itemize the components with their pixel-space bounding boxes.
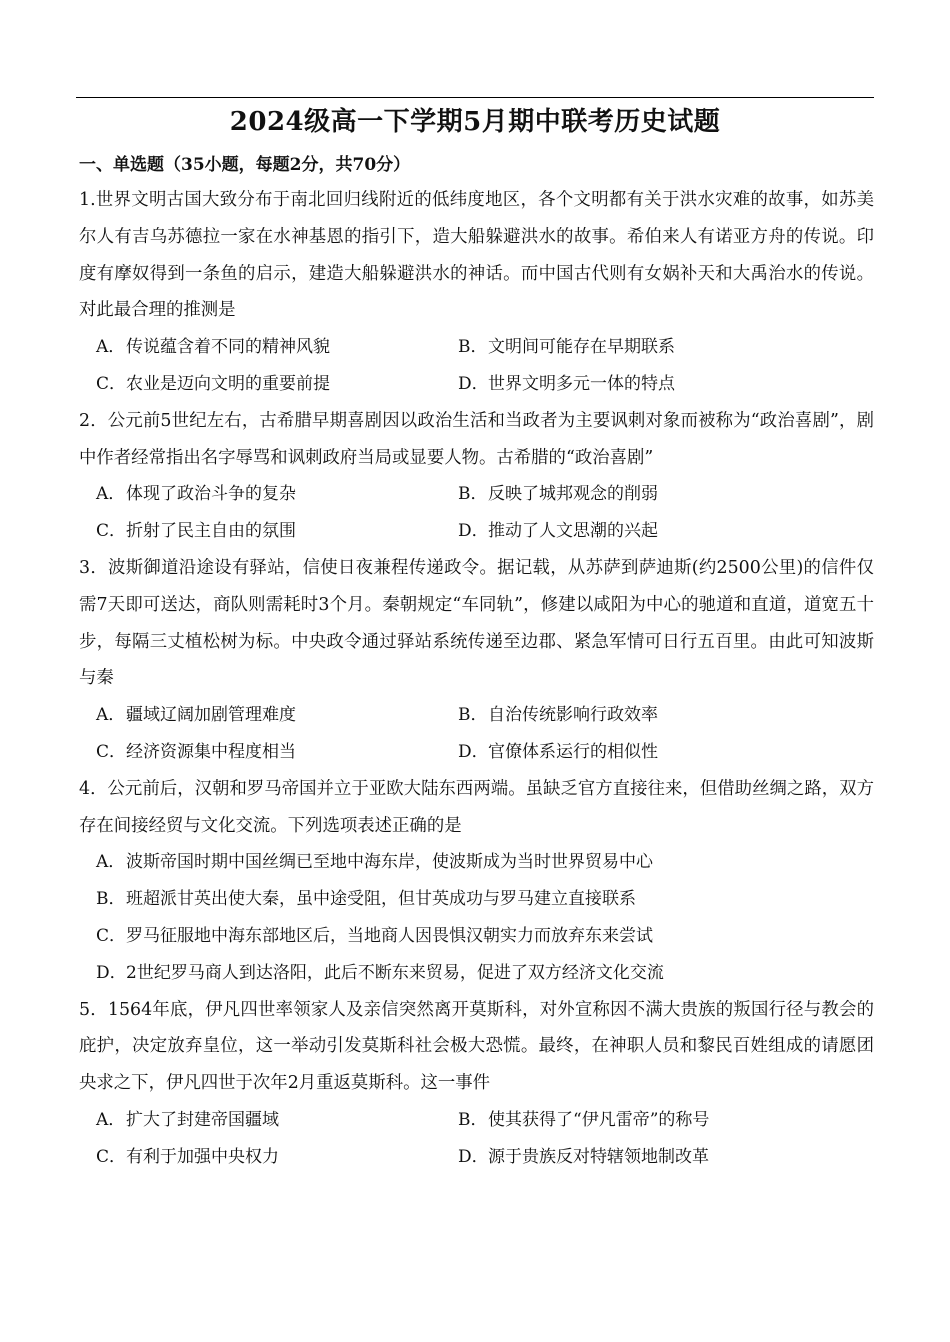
options [76, 697, 874, 771]
options [76, 329, 874, 403]
option-letter: B． [458, 705, 488, 726]
option-a[interactable] [96, 329, 458, 366]
option-a[interactable] [96, 844, 653, 881]
option-letter: C． [96, 925, 127, 946]
option-row [76, 697, 874, 734]
options [76, 844, 874, 991]
question-2 [76, 403, 874, 550]
question-1 [76, 182, 874, 403]
option-text: 农业是迈向文明的重要前提 [126, 373, 330, 394]
option-text: 自治传统影响行政效率 [488, 705, 658, 726]
option-d[interactable] [458, 366, 675, 403]
option-row [76, 476, 874, 513]
option-letter: A． [96, 484, 126, 505]
option-text: 2世纪罗马商人到达洛阳，此后不断东来贸易，促进了双方经济文化交流 [126, 962, 664, 983]
question-3 [76, 550, 874, 771]
option-text: 波斯帝国时期中国丝绸已至地中海东岸，使波斯成为当时世界贸易中心 [126, 852, 653, 873]
option-letter: C． [96, 521, 127, 542]
option-letter: B． [458, 484, 488, 505]
option-c[interactable] [96, 918, 653, 955]
option-row [76, 366, 874, 403]
option-text: 班超派甘英出使大秦，虽中途受阻，但甘英成功与罗马建立直接联系 [126, 889, 636, 910]
exam-page [76, 97, 874, 1176]
header-rule [76, 97, 874, 98]
options [76, 476, 874, 550]
option-letter: C． [96, 1146, 127, 1167]
option-letter: A． [96, 852, 126, 873]
option-text: 经济资源集中程度相当 [126, 741, 296, 762]
option-letter: D． [458, 521, 489, 542]
option-letter: D． [458, 373, 489, 394]
option-letter: C． [96, 373, 127, 394]
option-text: 推动了人文思潮的兴起 [488, 521, 658, 542]
option-text: 传说蕴含着不同的精神风貌 [126, 337, 330, 358]
option-text: 官僚体系运行的相似性 [488, 741, 658, 762]
option-d[interactable] [458, 1139, 709, 1176]
option-row [76, 1102, 874, 1139]
question-stem: 5．1564年底，伊凡四世率领家人及亲信突然离开莫斯科，对外宣称因不满大贵族的叛国行径与教会的庇护，决定放弃皇位，这一举动引发莫斯科社会极大恐慌。最终，在神职人员和黎民百姓组成的请愿团央求之下，伊凡四世于次年2月重返莫斯科。这一事件 [79, 999, 874, 1094]
option-a[interactable] [96, 1102, 458, 1139]
option-b[interactable] [458, 1102, 709, 1139]
option-row [76, 881, 874, 918]
option-letter: A． [96, 337, 126, 358]
option-row [76, 1139, 874, 1176]
option-d[interactable] [96, 955, 664, 992]
option-c[interactable] [96, 1139, 458, 1176]
option-text: 折射了民主自由的氛围 [126, 521, 296, 542]
option-text: 有利于加强中央权力 [126, 1146, 279, 1167]
option-row [76, 734, 874, 771]
option-letter: D． [458, 741, 489, 762]
option-row [76, 955, 874, 992]
option-letter: C． [96, 741, 127, 762]
option-letter: B． [458, 337, 488, 358]
option-d[interactable] [458, 734, 658, 771]
option-d[interactable] [458, 513, 658, 550]
option-c[interactable] [96, 734, 458, 771]
option-text: 体现了政治斗争的复杂 [126, 484, 296, 505]
option-text: 扩大了封建帝国疆域 [126, 1109, 279, 1130]
option-b[interactable] [458, 329, 675, 366]
option-row [76, 513, 874, 550]
option-row [76, 918, 874, 955]
question-stem: 2．公元前5世纪左右，古希腊早期喜剧因以政治生活和当政者为主要讽刺对象而被称为“政治喜剧”，剧中作者经常指出名字辱骂和讽刺政府当局或显要人物。古希腊的“政治喜剧” [79, 410, 874, 468]
option-text: 世界文明多元一体的特点 [488, 373, 675, 394]
options [76, 1102, 874, 1176]
option-c[interactable] [96, 513, 458, 550]
option-letter: B． [458, 1109, 488, 1130]
option-letter: D． [96, 962, 127, 983]
question-stem: 3．波斯御道沿途设有驿站，信使日夜兼程传递政令。据记载，从苏萨到萨迪斯(约2500公里)的信件仅需7天即可送达，商队则需耗时3个月。秦朝规定“车同轨”，修建以咸阳为中心的驰道和直道，道宽五十步，每隔三丈植松树为标。中央政令通过驿站系统传递至边郡、紧急军情可日行五百里。由此可知波斯与秦 [79, 557, 874, 689]
option-row [76, 844, 874, 881]
option-letter: B． [96, 889, 126, 910]
question-stem: 1.世界文明古国大致分布于南北回归线附近的低纬度地区，各个文明都有关于洪水灾难的故事，如苏美尔人有吉乌苏德拉一家在水神基恩的指引下，造大船躲避洪水的故事。希伯来人有诺亚方舟的传说。印度有摩奴得到一条鱼的启示，建造大船躲避洪水的神话。而中国古代则有女娲补天和大禹治水的传说。对此最合理的推测是 [79, 190, 874, 321]
question-5 [76, 992, 874, 1176]
option-b[interactable] [96, 881, 636, 918]
option-a[interactable] [96, 476, 458, 513]
option-b[interactable] [458, 476, 658, 513]
question-4 [76, 771, 874, 992]
question-stem: 4．公元前后，汉朝和罗马帝国并立于亚欧大陆东西两端。虽缺乏官方直接往来，但借助丝绸之路，双方存在间接经贸与文化交流。下列选项表述正确的是 [79, 778, 874, 836]
option-text: 罗马征服地中海东部地区后，当地商人因畏惧汉朝实力而放弃东来尝试 [126, 925, 653, 946]
option-text: 使其获得了“伊凡雷帝”的称号 [488, 1109, 710, 1130]
option-text: 疆域辽阔加剧管理难度 [126, 705, 296, 726]
exam-title: 2024级高一下学期5月期中联考历史试题 [229, 107, 721, 137]
option-letter: A． [96, 1109, 126, 1130]
option-row [76, 329, 874, 366]
option-text: 反映了城邦观念的削弱 [488, 484, 658, 505]
option-b[interactable] [458, 697, 658, 734]
option-text: 文明间可能存在早期联系 [488, 337, 675, 358]
option-text: 源于贵族反对特辖领地制改革 [488, 1146, 709, 1167]
option-a[interactable] [96, 697, 458, 734]
option-c[interactable] [96, 366, 458, 403]
option-letter: D． [458, 1146, 489, 1167]
option-letter: A． [96, 705, 126, 726]
section-heading: 一、单选题（35小题，每题2分，共70分） [79, 155, 411, 175]
